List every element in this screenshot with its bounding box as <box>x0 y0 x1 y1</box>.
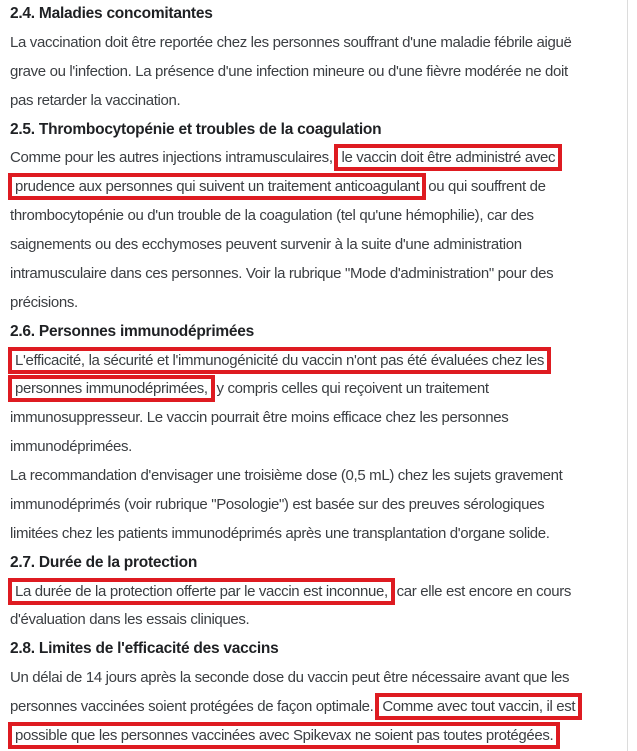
text-segment: d'évaluation dans les essais cliniques. <box>10 611 250 629</box>
text-line <box>10 433 627 462</box>
text-segment: personnes vaccinées soient protégées de façon optimale. <box>10 698 378 715</box>
section-heading: 2.5. Thrombocytopénie et troubles de la coagulation <box>10 120 382 138</box>
section-heading: 2.4. Maladies concomitantes <box>10 5 213 22</box>
text-segment: Comme pour les autres injections intramusculaires, <box>10 149 337 167</box>
document-content <box>10 0 627 751</box>
text-segment: limitées chez les patients immunodéprimés après une transplantation d'organe solide. <box>10 524 550 542</box>
annotation-highlight-box: L'efficacité, la sécurité et l'immunogénicité du vaccin n'ont pas été évaluées chez les <box>8 347 551 374</box>
text-line <box>10 404 627 433</box>
text-line <box>10 347 627 376</box>
text-segment: immunosuppresseur. Le vaccin pourrait être moins efficace chez les personnes <box>10 409 509 427</box>
section-heading: 2.6. Personnes immunodéprimées <box>10 322 255 340</box>
text-line <box>10 260 627 289</box>
text-segment: immunodéprimés (voir rubrique "Posologie") est basée sur des preuves sérologiques <box>10 495 545 513</box>
text-line <box>10 578 627 607</box>
section-heading: 2.7. Durée de la protection <box>10 553 198 571</box>
text-line <box>10 462 627 491</box>
text-segment: Un délai de 14 jours après la seconde dose du vaccin peut être nécessaire avant que les <box>10 669 570 687</box>
text-segment: y compris celles qui reçoivent un traitement <box>212 380 489 398</box>
text-segment: ou qui souffrent de <box>424 178 546 196</box>
text-line <box>10 173 627 202</box>
text-segment: immunodéprimées. <box>10 438 132 456</box>
text-line <box>10 722 627 751</box>
annotation-highlight-box: La durée de la protection offerte par le vaccin est inconnue, <box>8 578 395 605</box>
text-line <box>10 664 627 693</box>
annotation-highlight-box: prudence aux personnes qui suivent un traitement anticoagulant <box>8 173 426 200</box>
annotation-highlight-box: possible que les personnes vaccinées avec Spikevax ne soient pas toutes protégées. <box>8 722 560 749</box>
text-line <box>10 375 627 404</box>
text-line <box>10 144 627 173</box>
annotation-highlight-box: personnes immunodéprimées, <box>8 375 215 402</box>
text-segment: précisions. <box>10 293 78 311</box>
text-segment: car elle est encore en cours <box>392 582 572 600</box>
text-line <box>10 289 627 318</box>
text-segment: grave ou l'infection. La présence d'une infection mineure ou d'une fièvre modérée ne doit <box>10 62 568 80</box>
text-line <box>10 29 627 58</box>
section-heading: 2.8. Limites de l'efficacité des vaccins <box>10 640 279 658</box>
text-segment: La vaccination doit être reportée chez les personnes souffrant d'une maladie fébrile aiguë <box>10 33 572 51</box>
text-segment: pas retarder la vaccination. <box>10 91 181 109</box>
text-line <box>10 87 627 116</box>
text-segment: thrombocytopénie ou d'un trouble de la coagulation (tel qu'une hémophilie), car des <box>10 207 534 225</box>
text-line <box>10 520 627 549</box>
text-line <box>10 491 627 520</box>
text-line <box>10 58 627 87</box>
text-segment: La recommandation d'envisager une troisième dose (0,5 mL) chez les sujets gravement <box>10 467 563 484</box>
annotation-highlight-box: le vaccin doit être administré avec <box>334 144 562 171</box>
text-line <box>10 231 627 260</box>
text-line <box>10 202 627 231</box>
text-line <box>10 693 627 722</box>
text-segment: intramusculaire dans ces personnes. Voir la rubrique "Mode d'administration" pour des <box>10 264 554 282</box>
annotation-highlight-box: Comme avec tout vaccin, il est <box>375 693 582 720</box>
text-segment: saignements ou des ecchymoses peuvent survenir à la suite d'une administration <box>10 236 522 253</box>
text-line <box>10 606 627 635</box>
